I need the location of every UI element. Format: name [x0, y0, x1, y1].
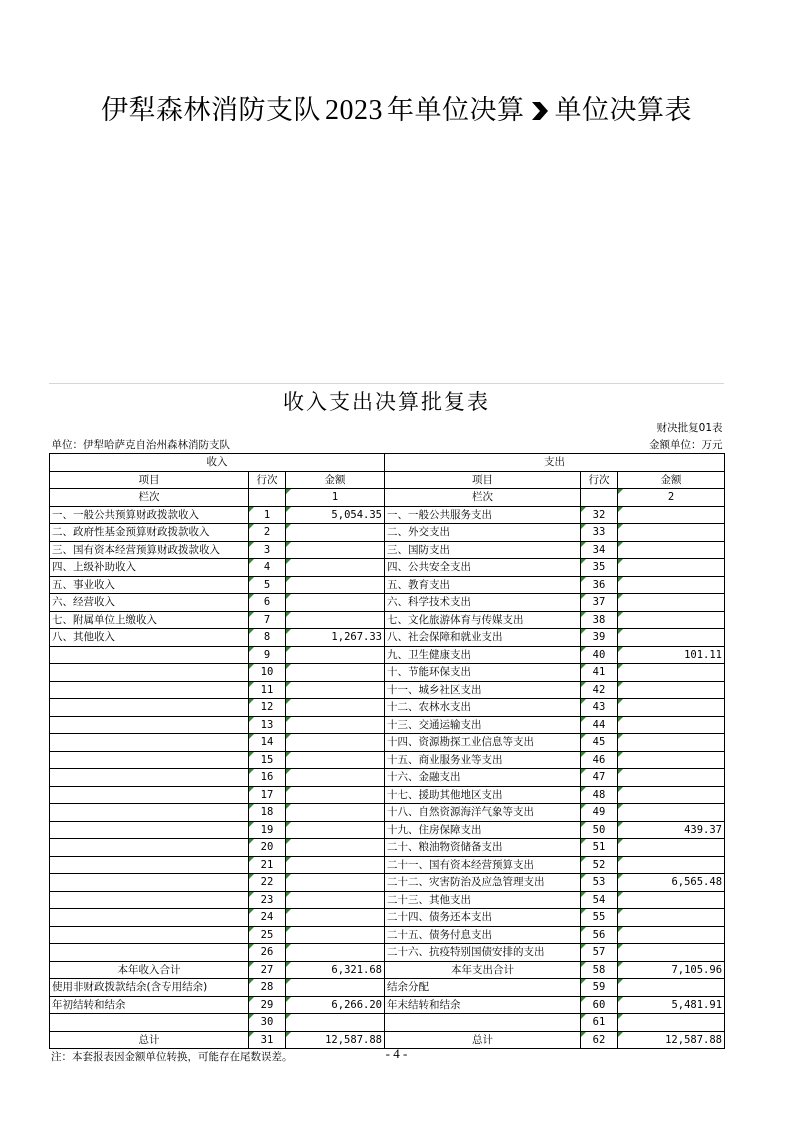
col-item: 项目: [50, 471, 249, 489]
income-item: [50, 909, 249, 927]
income-amount: 1,267.33: [286, 629, 385, 647]
income-amount: [286, 751, 385, 769]
table-row: [50, 891, 725, 909]
expense-amount: 12,587.88: [618, 1031, 725, 1049]
expense-amount: [618, 926, 725, 944]
expense-amount: [618, 576, 725, 594]
income-amount: [286, 786, 385, 804]
row-label: 栏次: [50, 489, 249, 507]
income-amount: [286, 979, 385, 997]
expense-row-no: 35: [581, 559, 618, 577]
expense-row-no: 39: [581, 629, 618, 647]
form-code-row: [50, 420, 725, 437]
expense-row-no: 40: [581, 646, 618, 664]
income-item: 本年收入合计: [50, 961, 249, 979]
income-amount: [286, 524, 385, 542]
expense-row-no: 43: [581, 699, 618, 717]
income-item: [50, 664, 249, 682]
expense-amount: 7,105.96: [618, 961, 725, 979]
table-row: [50, 629, 725, 647]
income-item: [50, 734, 249, 752]
table-row: [50, 874, 725, 892]
income-amount: 5,054.35: [286, 506, 385, 524]
income-amount: [286, 541, 385, 559]
expense-item: 结余分配: [385, 979, 581, 997]
income-row-no: 10: [249, 664, 286, 682]
table-row: [50, 664, 725, 682]
table-row: [50, 559, 725, 577]
income-item: 八、其他收入: [50, 629, 249, 647]
income-row-no: 5: [249, 576, 286, 594]
expense-item: 十九、住房保障支出: [385, 821, 581, 839]
expense-item: 十六、金融支出: [385, 769, 581, 787]
expense-item: 二十一、国有资本经营预算支出: [385, 856, 581, 874]
expense-item: 三、国防支出: [385, 541, 581, 559]
expense-amount: [618, 944, 725, 962]
income-row-no: 11: [249, 681, 286, 699]
income-item: [50, 681, 249, 699]
expense-row-no: 34: [581, 541, 618, 559]
table-row: [50, 734, 725, 752]
expense-amount: [618, 524, 725, 542]
form-code: 财决批复01表: [656, 422, 723, 435]
income-row-no: 9: [249, 646, 286, 664]
expense-amount: [618, 506, 725, 524]
expense-amount: [618, 594, 725, 612]
income-row-no: 17: [249, 786, 286, 804]
income-amount: [286, 699, 385, 717]
expense-amount: 6,565.48: [618, 874, 725, 892]
expense-item: 本年支出合计: [385, 961, 581, 979]
income-amount: 6,321.68: [286, 961, 385, 979]
income-amount: [286, 681, 385, 699]
table-row: [50, 751, 725, 769]
expense-amount: [618, 751, 725, 769]
income-item: 二、政府性基金预算财政拨款收入: [50, 524, 249, 542]
col-num-2: 2: [618, 489, 725, 507]
income-amount: [286, 944, 385, 962]
expense-row-no: 57: [581, 944, 618, 962]
expense-row-no: 58: [581, 961, 618, 979]
expense-amount: [618, 839, 725, 857]
expense-amount: 101.11: [618, 646, 725, 664]
expense-amount: [618, 664, 725, 682]
title-year: 2023: [325, 95, 383, 126]
expense-row-no: 49: [581, 804, 618, 822]
income-row-no: 20: [249, 839, 286, 857]
expense-amount: [618, 629, 725, 647]
expense-row-no: 62: [581, 1031, 618, 1049]
income-item: 使用非财政拨款结余(含专用结余): [50, 979, 249, 997]
income-amount: [286, 646, 385, 664]
income-item: [50, 646, 249, 664]
col-item: 项目: [385, 471, 581, 489]
expense-item: 二十五、债务付息支出: [385, 926, 581, 944]
expense-amount: [618, 699, 725, 717]
expense-row-no: 41: [581, 664, 618, 682]
expense-amount: [618, 541, 725, 559]
expense-amount: [618, 769, 725, 787]
income-row-no: 13: [249, 716, 286, 734]
expense-item: 六、科学技术支出: [385, 594, 581, 612]
income-item: 三、国有资本经营预算财政拨款收入: [50, 541, 249, 559]
expense-item: 十五、商业服务业等支出: [385, 751, 581, 769]
expense-item: 年末结转和结余: [385, 996, 581, 1014]
income-amount: [286, 664, 385, 682]
income-item: 五、事业收入: [50, 576, 249, 594]
income-item: [50, 944, 249, 962]
expense-row-no: 38: [581, 611, 618, 629]
expense-item: [385, 1014, 581, 1032]
income-item: [50, 751, 249, 769]
chevron-right-icon: [531, 101, 549, 121]
expense-amount: [618, 891, 725, 909]
expense-amount: [618, 611, 725, 629]
expense-amount: [618, 1014, 725, 1032]
table-row: [50, 926, 725, 944]
income-item: 七、附属单位上缴收入: [50, 611, 249, 629]
income-amount: [286, 576, 385, 594]
income-row-no: 16: [249, 769, 286, 787]
table-row: [50, 979, 725, 997]
table-row: [50, 961, 725, 979]
income-item: [50, 804, 249, 822]
income-amount: [286, 716, 385, 734]
table-row: [50, 594, 725, 612]
income-row-no: 27: [249, 961, 286, 979]
unit-label: 单位：伊犁哈萨克自治州森林消防支队: [51, 438, 230, 451]
income-item: [50, 821, 249, 839]
income-amount: [286, 874, 385, 892]
expense-row-no: 50: [581, 821, 618, 839]
page-title: [0, 88, 793, 127]
income-item: 一、一般公共预算财政拨款收入: [50, 506, 249, 524]
expense-row-no: 44: [581, 716, 618, 734]
expense-row-no: 60: [581, 996, 618, 1014]
income-amount: [286, 839, 385, 857]
income-amount: 6,266.20: [286, 996, 385, 1014]
column-header-row: [50, 471, 725, 489]
table-row: [50, 576, 725, 594]
expense-item: 四、公共安全支出: [385, 559, 581, 577]
expense-row-no: 45: [581, 734, 618, 752]
col-amount: 金额: [286, 471, 385, 489]
expense-item: 二十四、债务还本支出: [385, 909, 581, 927]
income-row-no: 8: [249, 629, 286, 647]
expense-item: 十四、资源勘探工业信息等支出: [385, 734, 581, 752]
title-suffix: 单位决算表: [554, 95, 692, 126]
expense-amount: 439.37: [618, 821, 725, 839]
table-row: [50, 839, 725, 857]
expense-row-no: 48: [581, 786, 618, 804]
income-item: [50, 926, 249, 944]
expense-amount: [618, 979, 725, 997]
income-amount: [286, 594, 385, 612]
income-row-no: 12: [249, 699, 286, 717]
income-item: 四、上级补助收入: [50, 559, 249, 577]
income-row-no: 3: [249, 541, 286, 559]
report-table: [49, 420, 725, 1049]
expense-amount: [618, 716, 725, 734]
income-amount: [286, 559, 385, 577]
expense-item: 十一、城乡社区支出: [385, 681, 581, 699]
expense-item: 十三、交通运输支出: [385, 716, 581, 734]
income-row-no: 21: [249, 856, 286, 874]
income-amount: [286, 926, 385, 944]
table-row: [50, 821, 725, 839]
table-row: [50, 524, 725, 542]
expense-row-no: 46: [581, 751, 618, 769]
expense-row-no: 52: [581, 856, 618, 874]
income-row-no: 25: [249, 926, 286, 944]
income-row-no: 4: [249, 559, 286, 577]
income-item: 六、经营收入: [50, 594, 249, 612]
income-amount: [286, 909, 385, 927]
table-row: [50, 1014, 725, 1032]
income-row-no: 31: [249, 1031, 286, 1049]
income-amount: [286, 804, 385, 822]
footnote: 注：本套报表因金额单位转换，可能存在尾数误差。: [51, 1051, 293, 1063]
expense-row-no: 42: [581, 681, 618, 699]
sheet-title: 收入支出决算批复表: [49, 383, 724, 420]
income-amount: [286, 821, 385, 839]
expense-item: 十八、自然资源海洋气象等支出: [385, 804, 581, 822]
income-row-no: 1: [249, 506, 286, 524]
col-amount: 金额: [618, 471, 725, 489]
income-item: 总计: [50, 1031, 249, 1049]
expense-item: 十二、农林水支出: [385, 699, 581, 717]
income-amount: [286, 1014, 385, 1032]
expense-row-no: 61: [581, 1014, 618, 1032]
expense-amount: [618, 681, 725, 699]
income-row-no: 23: [249, 891, 286, 909]
income-item: [50, 891, 249, 909]
table-row: [50, 944, 725, 962]
expense-item: 十、节能环保支出: [385, 664, 581, 682]
expense-amount: [618, 786, 725, 804]
table-row: [50, 681, 725, 699]
income-item: [50, 716, 249, 734]
section-header-row: [50, 454, 725, 472]
expense-amount: 5,481.91: [618, 996, 725, 1014]
expense-amount: [618, 559, 725, 577]
expense-header: 支出: [385, 454, 725, 472]
expense-row-no: 37: [581, 594, 618, 612]
table-row: [50, 804, 725, 822]
expense-item: 十七、援助其他地区支出: [385, 786, 581, 804]
expense-item: 二、外交支出: [385, 524, 581, 542]
income-amount: [286, 891, 385, 909]
expense-item: 二十、粮油物资储备支出: [385, 839, 581, 857]
income-item: 年初结转和结余: [50, 996, 249, 1014]
income-row-no: 29: [249, 996, 286, 1014]
income-row-no: 2: [249, 524, 286, 542]
expense-amount: [618, 734, 725, 752]
expense-row-no: 55: [581, 909, 618, 927]
income-item: [50, 856, 249, 874]
income-item: [50, 839, 249, 857]
expense-item: 一、一般公共服务支出: [385, 506, 581, 524]
table-row: [50, 716, 725, 734]
income-row-no: 6: [249, 594, 286, 612]
expense-row-no: 59: [581, 979, 618, 997]
page-number: - 4 -: [385, 1046, 408, 1061]
expense-item: 七、文化旅游体育与传媒支出: [385, 611, 581, 629]
income-amount: [286, 734, 385, 752]
expense-item: 二十三、其他支出: [385, 891, 581, 909]
table-row: [50, 506, 725, 524]
table-row: [50, 856, 725, 874]
expense-item: 二十六、抗疫特别国债安排的支出: [385, 944, 581, 962]
expense-item: 五、教育支出: [385, 576, 581, 594]
table-row: [50, 786, 725, 804]
income-row-no: 19: [249, 821, 286, 839]
col-row: 行次: [249, 471, 286, 489]
income-row-no: 15: [249, 751, 286, 769]
table-row: [50, 541, 725, 559]
table-row: [50, 996, 725, 1014]
table-row: [50, 646, 725, 664]
income-item: [50, 769, 249, 787]
report-sheet: [49, 383, 724, 1066]
income-row-no: 14: [249, 734, 286, 752]
table-row: [50, 699, 725, 717]
income-row-no: 26: [249, 944, 286, 962]
income-row-no: 22: [249, 874, 286, 892]
title-org: 伊犁森林消防支队: [101, 95, 321, 126]
amount-unit: 金额单位：万元: [649, 438, 723, 451]
income-amount: [286, 611, 385, 629]
expense-row-no: 51: [581, 839, 618, 857]
income-row-no: 7: [249, 611, 286, 629]
unit-row: [50, 437, 725, 454]
income-row-no: 28: [249, 979, 286, 997]
expense-row-no: 33: [581, 524, 618, 542]
expense-item: 总计: [385, 1031, 581, 1049]
expense-amount: [618, 856, 725, 874]
income-item: [50, 699, 249, 717]
income-amount: 12,587.88: [286, 1031, 385, 1049]
col-num-1: 1: [286, 489, 385, 507]
income-row-no: 30: [249, 1014, 286, 1032]
col-row: 行次: [581, 471, 618, 489]
expense-row-no: 47: [581, 769, 618, 787]
table-row: [50, 769, 725, 787]
expense-row-no: 32: [581, 506, 618, 524]
income-item: [50, 874, 249, 892]
income-row-no: 18: [249, 804, 286, 822]
expense-item: 九、卫生健康支出: [385, 646, 581, 664]
income-item: [50, 786, 249, 804]
expense-row-no: 56: [581, 926, 618, 944]
income-row-no: 24: [249, 909, 286, 927]
income-amount: [286, 769, 385, 787]
table-row: [50, 611, 725, 629]
expense-row-no: 53: [581, 874, 618, 892]
expense-amount: [618, 804, 725, 822]
table-row: [50, 909, 725, 927]
title-middle: 年单位决算: [387, 95, 525, 126]
expense-item: 八、社会保障和就业支出: [385, 629, 581, 647]
row-label: 栏次: [385, 489, 581, 507]
expense-amount: [618, 909, 725, 927]
income-header: 收入: [50, 454, 385, 472]
column-index-row: [50, 489, 725, 507]
expense-row-no: 36: [581, 576, 618, 594]
income-amount: [286, 856, 385, 874]
expense-row-no: 54: [581, 891, 618, 909]
income-item: [50, 1014, 249, 1032]
expense-item: 二十二、灾害防治及应急管理支出: [385, 874, 581, 892]
